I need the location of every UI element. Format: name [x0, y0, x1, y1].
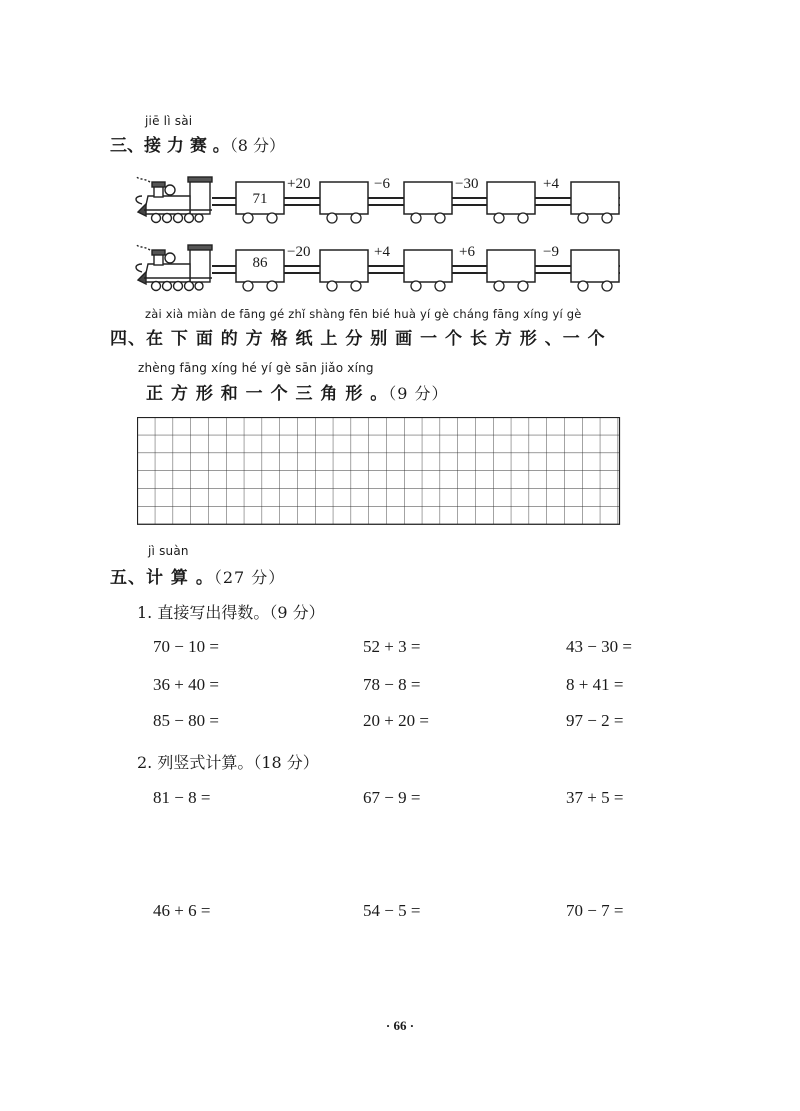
oral-problem: 8 + 41 = [566, 675, 624, 694]
section4-title-line2 [146, 379, 449, 404]
oral-problem: 52 + 3 = [363, 637, 421, 656]
oral-problem: 43 − 30 = [566, 637, 632, 656]
section3-title [110, 131, 285, 156]
section4-pinyin-line1: zài xià miàn de fāng gé zhǐ shàng fēn bié huà yí gè cháng fāng xíng yí gè [145, 307, 582, 321]
section4-title-line2-text: 正 方 形 和 一 个 三 角 形 。 [146, 384, 389, 404]
train1-start-value: 71 [252, 191, 268, 207]
train1-cart-4 [487, 182, 535, 223]
section5-score: （27 分） [213, 568, 286, 587]
train2-op-3: +6 [459, 244, 475, 260]
train1-op-3: −30 [455, 176, 479, 192]
train1-op-2: −6 [374, 176, 390, 192]
train2-op-2: +4 [374, 244, 390, 260]
part2-label-text: 2. 列竖式计算。 [137, 753, 254, 772]
part2-score: （18 分） [253, 753, 319, 772]
train2-start-value: 86 [252, 255, 268, 271]
section3-score: （8 分） [229, 136, 286, 155]
train2-cart-2 [320, 250, 368, 291]
train2-op-1: −20 [287, 244, 311, 260]
part1-score: （9 分） [269, 603, 325, 622]
train2-cart-5 [571, 250, 619, 291]
part1-label [137, 600, 325, 623]
train1-cart-3 [404, 182, 452, 223]
train2-cart-3 [404, 250, 452, 291]
section3-pinyin: jiē lì sài [145, 114, 193, 128]
section5-title [110, 563, 285, 588]
page-number: · 66 · [385, 1018, 415, 1033]
vertical-problem: 46 + 6 = [153, 901, 211, 920]
part1-label-text: 1. 直接写出得数。 [137, 603, 270, 622]
section4-title-line1: 四、在 下 面 的 方 格 纸 上 分 别 画 一 个 长 方 形 、一 个 [110, 329, 606, 349]
train1-op-1: +20 [287, 176, 311, 192]
oral-problem: 20 + 20 = [363, 711, 429, 730]
grid-paper[interactable] [137, 417, 621, 525]
vertical-problem: 54 − 5 = [363, 901, 421, 920]
oral-problem: 85 − 80 = [153, 711, 219, 730]
train2-cart-4 [487, 250, 535, 291]
oral-problem: 78 − 8 = [363, 675, 421, 694]
oral-problem: 36 + 40 = [153, 675, 219, 694]
part2-label [137, 750, 319, 773]
section4-score: （9 分） [388, 384, 449, 403]
section5-title-text: 五、计 算 。 [110, 568, 214, 588]
train1-op-4: +4 [543, 176, 559, 192]
vertical-problem: 81 − 8 = [153, 788, 211, 807]
section3-title-text: 三、接 力 赛 。 [110, 136, 230, 156]
vertical-problem: 67 − 9 = [363, 788, 421, 807]
train2-op-4: −9 [543, 244, 559, 260]
oral-problem: 97 − 2 = [566, 711, 624, 730]
oral-problem: 70 − 10 = [153, 637, 219, 656]
train1-cart-5 [571, 182, 619, 223]
vertical-problem: 70 − 7 = [566, 901, 624, 920]
section4-pinyin-line2: zhèng fāng xíng hé yí gè sān jiǎo xíng [138, 361, 374, 375]
train1-cart-2 [320, 182, 368, 223]
vertical-problem: 37 + 5 = [566, 788, 624, 807]
section5-pinyin: jì suàn [148, 544, 189, 558]
